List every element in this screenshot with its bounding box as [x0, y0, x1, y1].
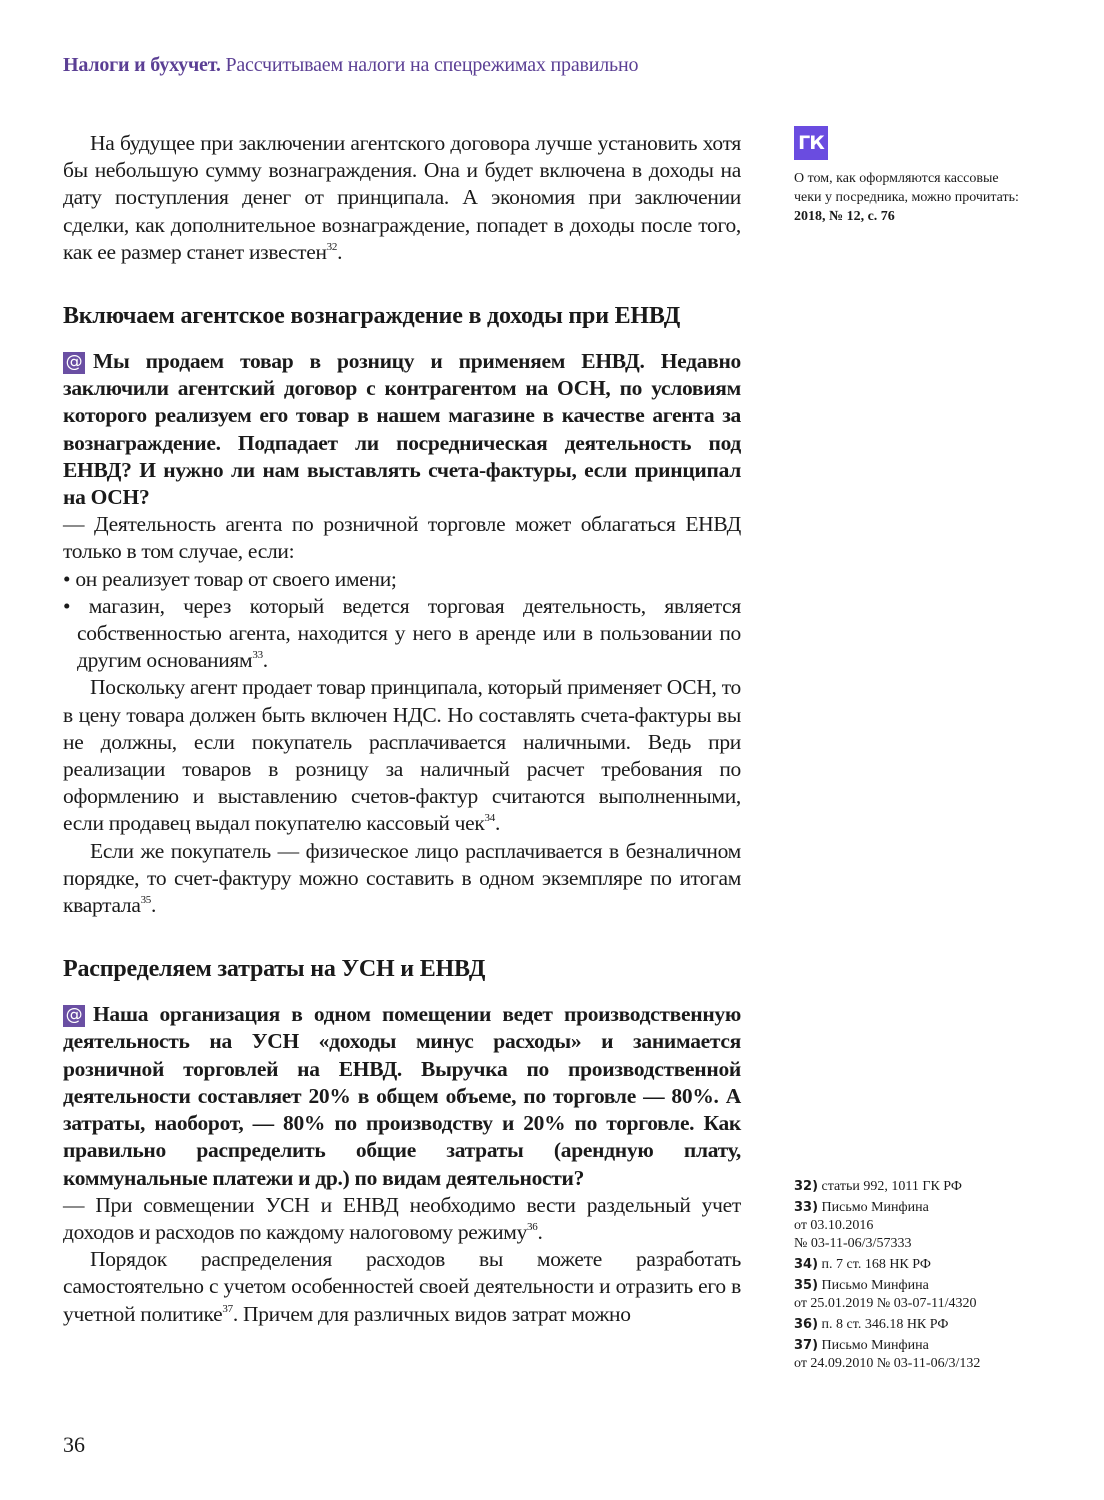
question-icon: @: [63, 1005, 85, 1027]
question-icon: @: [63, 352, 85, 374]
gk-logo-icon: ГК: [794, 126, 828, 160]
page-number: 36: [63, 1432, 85, 1457]
answer: — При совмещении УСН и ЕНВД необходимо вести раздельный учет доходов и расходов по каждому налоговому режиму$^{36}$.: [63, 1192, 741, 1244]
footnote-ref: 35: [140, 894, 151, 907]
footnote: 37) Письмо Минфина от 24.09.2010 № 03-11-06/3/132: [794, 1338, 981, 1371]
footnotes: [794, 1178, 1034, 1376]
sidebar-note: [794, 126, 1024, 226]
sidebar-note-text: О том, как оформляются кассовые чеки у посредника, можно прочитать:: [794, 171, 1019, 205]
paragraph: Порядок распределения расходов вы можете разработать самостоятельно с учетом особенностей своей деятельности и отразить его в учетной политике$^{37}$. Причем для различных видов затрат можно: [63, 1247, 741, 1326]
running-head: [63, 54, 638, 77]
section-heading: Распределяем затраты на УСН и ЕНВД: [63, 956, 486, 983]
sidebar-reference: 2018, № 12, с. 76: [794, 209, 895, 224]
question: @ Наша организация в одном помещении ведет производственную деятельность на УСН «доходы минус расходы» и занимается розничной торговлей на ЕНВД. Выручка по производственной деятельности составляет 20% в общем объеме, по торговле — 80%. А затраты, наоборот, — 80% по производству и 20% по торговле. Как правильно распределить общие затраты (арендную плату, коммунальные платежи и др.) по видам деятельности?: [63, 1002, 741, 1190]
question: @ Мы продаем товар в розницу и применяем ЕНВД. Недавно заключили агентский договор с контрагентом на ОСН, по условиям которого реализуем его товар в нашем магазине в качестве агента за вознаграждение. Подпадает ли посредническая деятельность под ЕНВД? И нужно ли нам выставлять счета-фактуры, если принципал на ОСН?: [63, 349, 741, 510]
paragraph: Если же покупатель — физическое лицо расплачивается в безналичном порядке, то счет-фактуру можно составить в одном экземпляре по итогам квартала$^{35}$.: [63, 838, 741, 918]
footnote-ref: 36: [527, 1220, 538, 1233]
footnote: 35) Письмо Минфина от 25.01.2019 № 03-07-11/4320: [794, 1278, 977, 1311]
footnote-ref: 32: [326, 240, 338, 253]
section-heading: Включаем агентское вознаграждение в доходы при ЕНВД: [63, 303, 681, 330]
footnote-ref: 37: [222, 1302, 233, 1315]
footnote: 32) статьи 992, 1011 ГК РФ: [794, 1179, 962, 1194]
paragraph: Поскольку агент продает товар принципала, который применяет ОСН, то в цену товара должен быть включен НДС. Но составлять счета-фактуры вы не должны, если покупатель расплачивается наличными. Ведь при реализации товаров в розницу за наличный расчет требования по оформлению и выставлению счетов-фактур считаются выполненными, если продавец выдал покупателю кассовый чек$^{34}$.: [63, 675, 741, 836]
footnote-ref: 33: [252, 649, 263, 662]
running-head-title: Рассчитываем налоги на спецрежимах правильно: [225, 54, 639, 76]
footnote: 33) Письмо Минфина от 03.10.2016 № 03-11-06/3/57333: [794, 1200, 929, 1251]
main-column: [63, 130, 741, 1328]
running-head-section: Налоги и бухучет.: [63, 54, 221, 76]
list-item: • он реализует товар от своего имени;: [63, 566, 397, 591]
footnote: 36) п. 8 ст. 346.18 НК РФ: [794, 1317, 949, 1332]
footnote-ref: 34: [484, 812, 495, 825]
footnote: 34) п. 7 ст. 168 НК РФ: [794, 1257, 931, 1272]
intro-paragraph: На будущее при заключении агентского договора лучше установить хотя бы небольшую сумму вознаграждения. Она и будет включена в доходы на дату поступления денег от принципала. А экономия при заключении сделки, как дополнительное вознаграждение, попадет в доходы после того, как ее размер станет известен$^{32}$.: [63, 131, 741, 264]
list-item: • магазин, через который ведется торговая деятельность, является собственностью агента, находится у него в аренде или в пользовании по другим основаниям$^{33}$.: [63, 593, 741, 673]
answer-intro: — Деятельность агента по розничной торговле может облагаться ЕНВД только в том случае, если:: [63, 512, 741, 564]
